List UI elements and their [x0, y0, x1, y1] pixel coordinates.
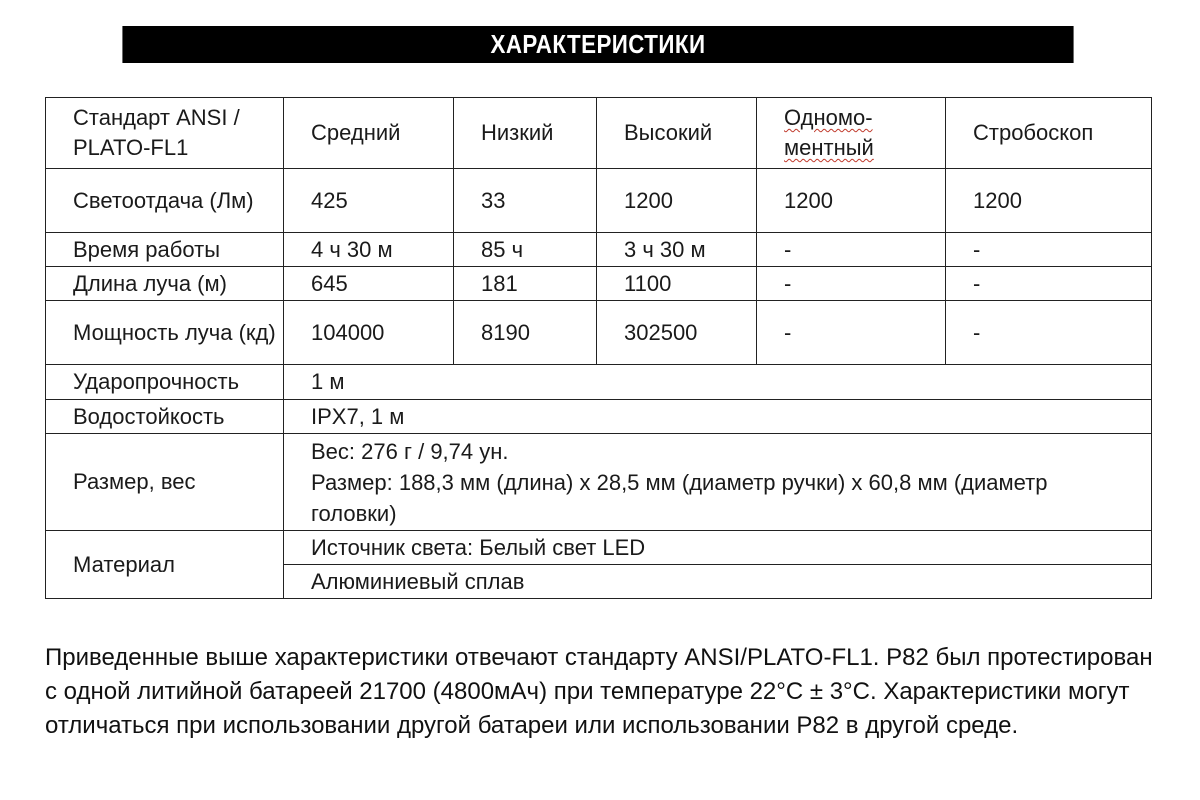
- cell-runtime-high: 3 ч 30 м: [597, 233, 757, 267]
- cell-runtime-strobe: -: [946, 233, 1152, 267]
- cell-beam-medium: 645: [284, 267, 454, 301]
- row-label-intensity: Мощность луча (кд): [46, 301, 284, 365]
- cell-runtime-low: 85 ч: [454, 233, 597, 267]
- header-momentary: [757, 98, 946, 169]
- row-label-impact: Ударопрочность: [46, 365, 284, 400]
- weight-text: Вес: 276 г / 9,74 ун.: [311, 438, 509, 464]
- dimensions-text: Размер: 188,3 мм (длина) х 28,5 мм (диаметр ручки) х 60,8 мм (диаметр головки): [311, 469, 1048, 526]
- table-row: [46, 434, 1152, 531]
- header-low: Низкий: [454, 98, 597, 169]
- cell-intensity-strobe: -: [946, 301, 1152, 365]
- cell-lumens-momentary: 1200: [757, 169, 946, 233]
- cell-lumens-strobe: 1200: [946, 169, 1152, 233]
- table-row: [46, 531, 1152, 565]
- header-standard: Стандарт ANSI / PLATO-FL1: [46, 98, 284, 169]
- cell-impact-value: 1 м: [284, 365, 1152, 400]
- cell-beam-momentary: -: [757, 267, 946, 301]
- section-title-bar: [122, 26, 1073, 63]
- table-header-row: [46, 98, 1152, 169]
- cell-lumens-low: 33: [454, 169, 597, 233]
- row-label-lumens: Светоотдача (Лм): [46, 169, 284, 233]
- table-row: [46, 233, 1152, 267]
- spec-table: [45, 97, 1152, 599]
- row-label-size-weight: Размер, вес: [46, 434, 284, 531]
- header-momentary-line1: Одномо-: [784, 105, 873, 130]
- header-strobe: Стробоскоп: [946, 98, 1152, 169]
- section-title: ХАРАКТЕРИСТИКИ: [490, 29, 706, 59]
- row-label-waterproof: Водостойкость: [46, 400, 284, 434]
- cell-lumens-medium: 425: [284, 169, 454, 233]
- header-momentary-line2: ментный: [784, 135, 874, 160]
- footnote-text: Приведенные выше характеристики отвечают стандарту ANSI/PLATO-FL1. P82 был протестирован с одной литийной батареей 21700 (4800мАч) при температуре 22°C ± 3°C. Характеристики могут отличаться при использовании другой батареи или использовании P82 в другой среде.: [45, 644, 1153, 739]
- cell-waterproof-value: IPX7, 1 м: [284, 400, 1152, 434]
- header-high: Высокий: [597, 98, 757, 169]
- table-row: [46, 365, 1152, 400]
- table-row: [46, 169, 1152, 233]
- table-row: [46, 267, 1152, 301]
- cell-intensity-medium: 104000: [284, 301, 454, 365]
- cell-intensity-momentary: -: [757, 301, 946, 365]
- cell-beam-low: 181: [454, 267, 597, 301]
- cell-beam-high: 1100: [597, 267, 757, 301]
- cell-light-source: Источник света: Белый свет LED: [284, 531, 1152, 565]
- cell-beam-strobe: -: [946, 267, 1152, 301]
- cell-runtime-medium: 4 ч 30 м: [284, 233, 454, 267]
- row-label-runtime: Время работы: [46, 233, 284, 267]
- cell-lumens-high: 1200: [597, 169, 757, 233]
- cell-runtime-momentary: -: [757, 233, 946, 267]
- header-medium: Средний: [284, 98, 454, 169]
- cell-intensity-high: 302500: [597, 301, 757, 365]
- row-label-material: Материал: [46, 531, 284, 599]
- row-label-beam-distance: Длина луча (м): [46, 267, 284, 301]
- cell-size-weight: [284, 434, 1152, 531]
- cell-intensity-low: 8190: [454, 301, 597, 365]
- table-row: [46, 400, 1152, 434]
- cell-body-material: Алюминиевый сплав: [284, 565, 1152, 599]
- table-row: [46, 301, 1152, 365]
